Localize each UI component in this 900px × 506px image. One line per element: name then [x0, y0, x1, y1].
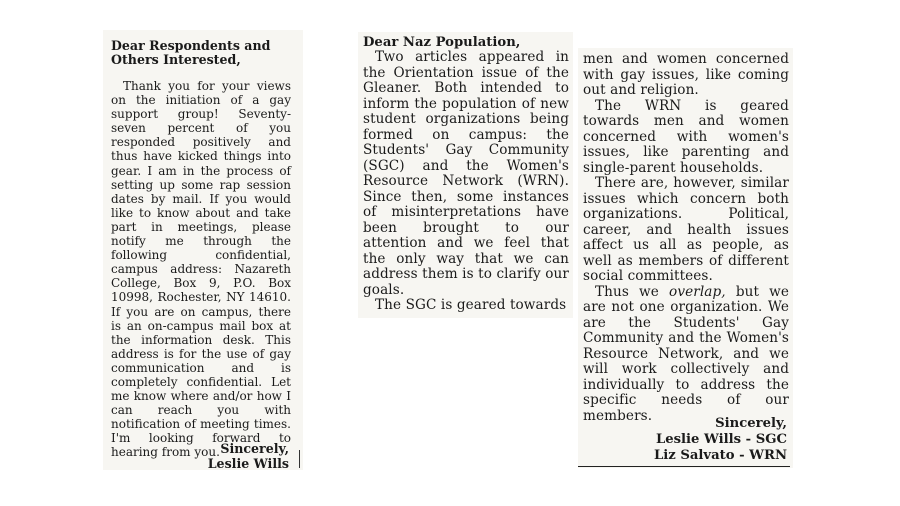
- letter-clipping-1: [103, 30, 303, 470]
- letter1-closing: Sincerely,: [220, 441, 289, 456]
- letter-clipping-2-continued: [578, 48, 793, 468]
- letter2-continued-paragraph: men and women concerned with gay issues, like coming out and religion.: [583, 51, 789, 98]
- letter2-body: [363, 50, 569, 314]
- bottom-rule: [578, 466, 790, 467]
- letter2-continued-body: [583, 52, 789, 424]
- letter1-body: [111, 79, 291, 460]
- letter2-continued-paragraph: There are, however, similar issues which concern both organizations. Political, career, and health issues affect us all as people, as well as members of different social committees.: [583, 175, 789, 284]
- letter2-paragraph: Two articles appeared in the Orientation issue of the Gleaner. Both intended to inform the population of new student organizations being formed on campus: the Students' Gay Community (SGC) and the Women's Resource Network (WRN). Since then, some instances of misinterpretations have been brought to our attention and we feel that the only way that we can address them is to clarify our goals.: [363, 49, 569, 298]
- letter2-closing: Sincerely,: [715, 416, 787, 431]
- letter2-signoff: [587, 416, 787, 464]
- emphasis-overlap: overlap,: [669, 283, 726, 300]
- letter2-signature-sgc: Leslie Wills - SGC: [655, 432, 787, 447]
- letter1-signoff: [129, 441, 289, 470]
- letter2-salutation: Dear Naz Population,: [363, 35, 521, 50]
- letter1-paragraph: Thank you for your views on the initiation of a gay support group! Seventy-seven percent of you responded positively and thus have kicked things into gear. I am in the process of setting up some rap session dates by mail. If you would like to know about and take part in meetings, please notify me through the following confidential, campus address: Nazareth College, Box 9, P.O. Box 10998, Rochester, NY 14610. If you are on campus, there is an on-campus mail box at the information desk. This address is for the use of gay communication and is completely confidential. Let me know where and/or how I can reach you with notification of meeting times. I'm looking forward to hearing from you.: [111, 79, 291, 460]
- letter1-salutation: Dear Respondents and Others Interested,: [111, 38, 271, 67]
- column-rule: [299, 450, 300, 468]
- letter2-continued-paragraph: Thus we overlap, but we are not one organization. We are the Students' Gay Community and the Women's Resource Network, and we will work collectively and individually to address the specific needs of our members.: [583, 283, 790, 424]
- letter2-paragraph: The SGC is geared towards: [375, 297, 567, 313]
- letter1-signature: Leslie Wills: [207, 456, 289, 470]
- letter2-continued-paragraph: The WRN is geared towards men and women concerned with women's issues, like parenting and single-parent households.: [583, 97, 789, 176]
- letter2-signature-wrn: Liz Salvato - WRN: [653, 448, 787, 463]
- letter-clipping-2: [358, 32, 573, 318]
